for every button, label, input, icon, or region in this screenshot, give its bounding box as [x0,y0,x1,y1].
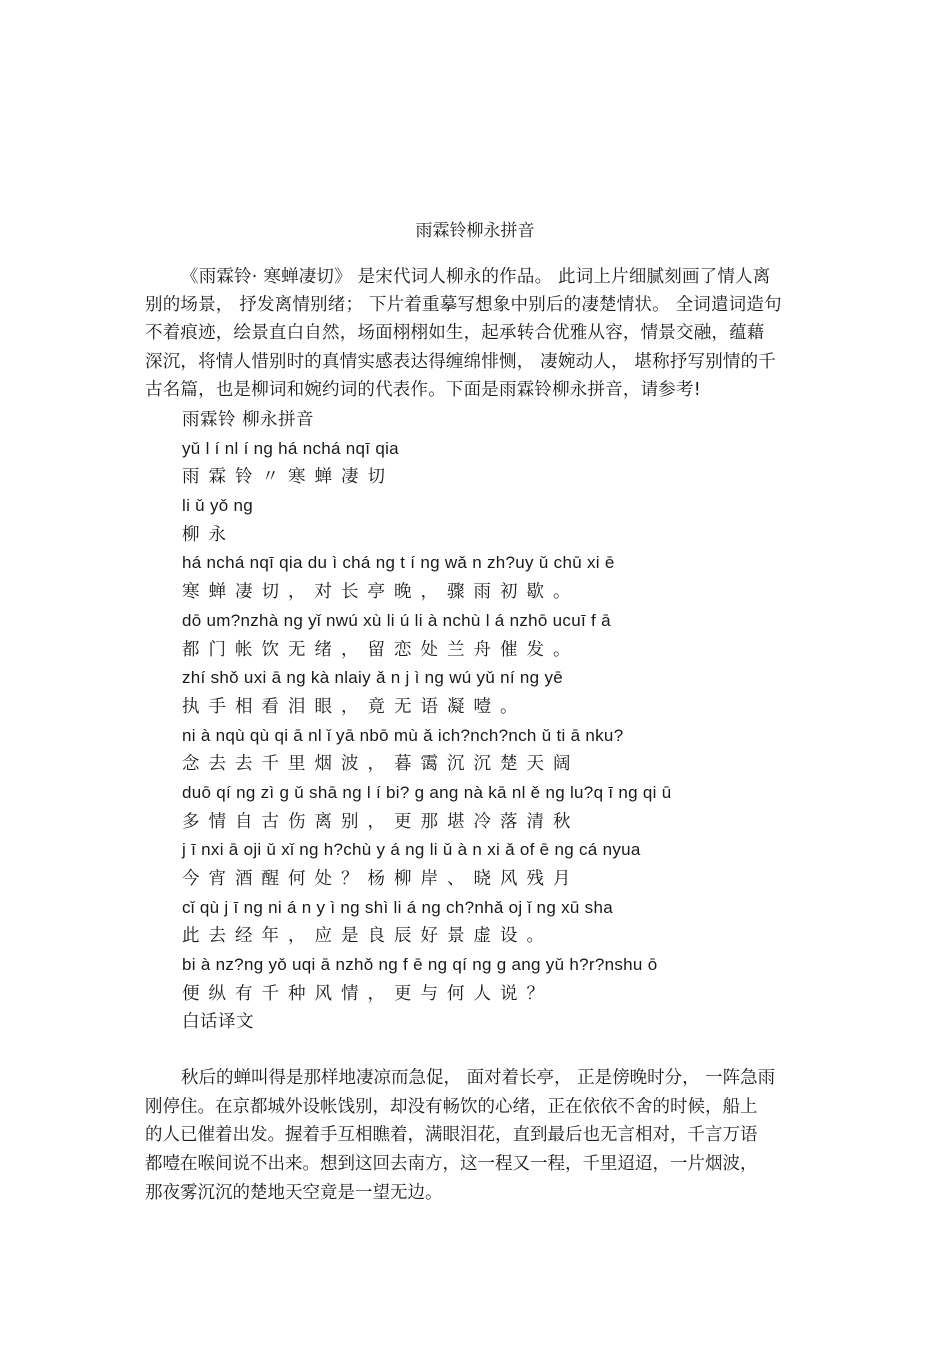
poem-heading: 雨霖铃 柳永拼音 [182,410,315,430]
poem-row: 多情自古伤离别，更那堪冷落清秋 [182,811,580,832]
document-title: 雨霖铃柳永拼音 [415,221,535,241]
poem-row: 念去去千里烟波，暮霭沉沉楚天阔 [182,754,580,775]
intro-paragraph [145,263,825,404]
poem-row: 此去经年，应是良辰好景虚设。 [182,926,553,947]
poem-block [182,406,832,1037]
translation-paragraph [145,1064,825,1207]
intro-line: 不着痕迹，绘景直白自然，场面栩栩如生，起承转合优雅从容，情景交融，蕴藉 [145,323,765,344]
translation-line: 的人已催着出发。握着手互相瞧着，满眼泪花，直到最后也无言相对，千言万语 [145,1125,758,1146]
translation-line: 那夜雾沉沉的楚地天空竟是一望无边。 [145,1182,443,1203]
poem-row: 柳永 [182,524,235,545]
poem-row: 都门帐饮无绪，留恋处兰舟催发。 [182,639,580,660]
poem-row: há nchá nqī qia du ì chá ng t í ng wǎ n zh?uy ǔ chū xi ē [182,553,615,573]
intro-line: 深沉，将情人惜别时的真情实感表达得缠绵悱恻， 凄婉动人， 堪称抒写别情的千 [145,351,777,372]
poem-row: 执手相看泪眼，竟无语凝噎。 [182,696,527,717]
poem-row: dō um?nzhà ng yǐ nwú xù li ú li à nchù l á nzhō ucuī f ā [182,610,611,630]
poem-row: cǐ qù j ī ng ni á n y ì ng shì li á ng ch?nhǎ oj ǐ ng xū sha [182,897,613,917]
translation-heading: 白话译文 [182,1012,254,1033]
intro-line: 别的场景， 抒发离情别绪； 下片着重摹写想象中别后的凄楚情状。 全词遣词造句 [145,295,782,316]
translation-line: 刚停住。在京都城外设帐饯别，却没有畅饮的心绪，正在依依不舍的时候，船上 [145,1096,758,1117]
poem-row: j ī nxi ā oji ǔ xǐ ng h?chù y á ng li ǔ à n xi ǎ of ē ng cá nyua [182,840,641,860]
translation-line: 秋后的蝉叫得是那样地凄凉而急促， 面对着长亭， 正是傍晚时分， 一阵急雨 [181,1068,776,1088]
poem-row: 便纵有千种风情，更与何人说？ [182,983,553,1004]
poem-row: zhí shǒ uxi ā ng kà nlaiy ǎ n j ì ng wú yǔ ní ng yē [182,668,564,688]
intro-line: 《雨霖铃· 寒蝉凄切》 是宋代词人柳永的作品。 此词上片细腻刻画了情人离 [181,267,771,287]
intro-line: 古名篇，也是柳词和婉约词的代表作。下面是雨霖铃柳永拼音，请参考! [145,379,701,400]
poem-row: 雨霖铃〃寒蝉凄切 [182,467,394,488]
poem-row: yǔ l í nl í ng há nchá nqī qia [182,438,399,458]
poem-row: bi à nz?ng yǒ uqi ā nzhǒ ng f ē ng qí ng g ang yǔ h?r?nshu ō [182,955,658,975]
poem-row: 今宵酒醒何处？杨柳岸、晓风残月 [182,869,580,889]
poem-row: ni à nqù qù qi ā nl ǐ yā nbō mù ǎ ich?nch?nch ǔ ti ā nku? [182,725,624,745]
poem-row: duō qí ng zì g ǔ shā ng l í bi? g ang nà kā nl ě ng lu?q ī ng qi ū [182,782,672,802]
poem-row: li ǔ yǒ ng [182,496,254,516]
poem-row: 寒蝉凄切，对长亭晚，骤雨初歇。 [182,582,580,603]
translation-line: 都噎在喉间说不出来。想到这回去南方，这一程又一程，千里迢迢，一片烟波， [145,1154,758,1175]
